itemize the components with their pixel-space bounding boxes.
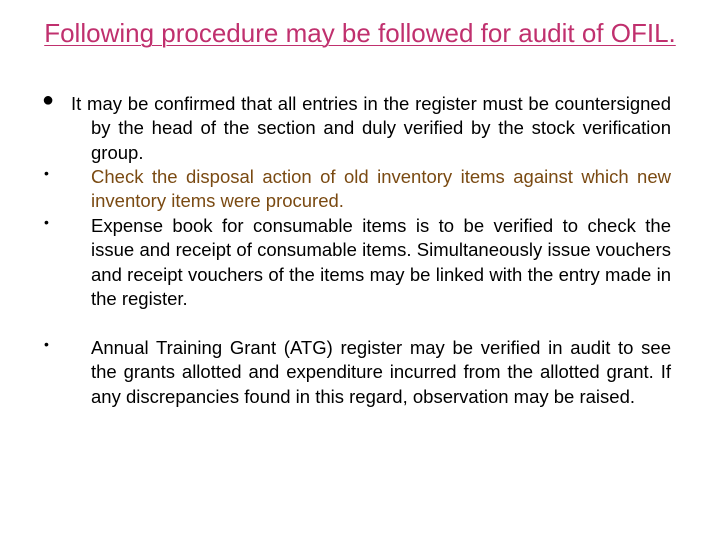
bullet-text: Annual Training Grant (ATG) register may be verified in audit to see the grants allotted and expenditure incurred from the allotted grant. If any discrepancies found in this regard, observation may be raised. bbox=[91, 337, 671, 407]
bullet-text: Check the disposal action of old inventory items against which new inventory items were procured. bbox=[91, 166, 671, 212]
slide-title: Following procedure may be followed for audit of OFIL. bbox=[44, 18, 676, 48]
bullet-marker: • bbox=[44, 214, 49, 230]
bullet-text: It may be confirmed that all entries in the register must be countersigned by the head of the section and duly verified by the stock verification group. bbox=[71, 93, 671, 163]
bullet-marker: • bbox=[44, 336, 49, 352]
bullet-marker: • bbox=[44, 165, 49, 181]
bullet-marker: ● bbox=[42, 89, 55, 111]
bullet-text: Expense book for consumable items is to be verified to check the issue and receipt of consumable items. Simultaneously issue vouchers and receipt vouchers of the items may be linked with the entry made in the register. bbox=[91, 215, 671, 310]
